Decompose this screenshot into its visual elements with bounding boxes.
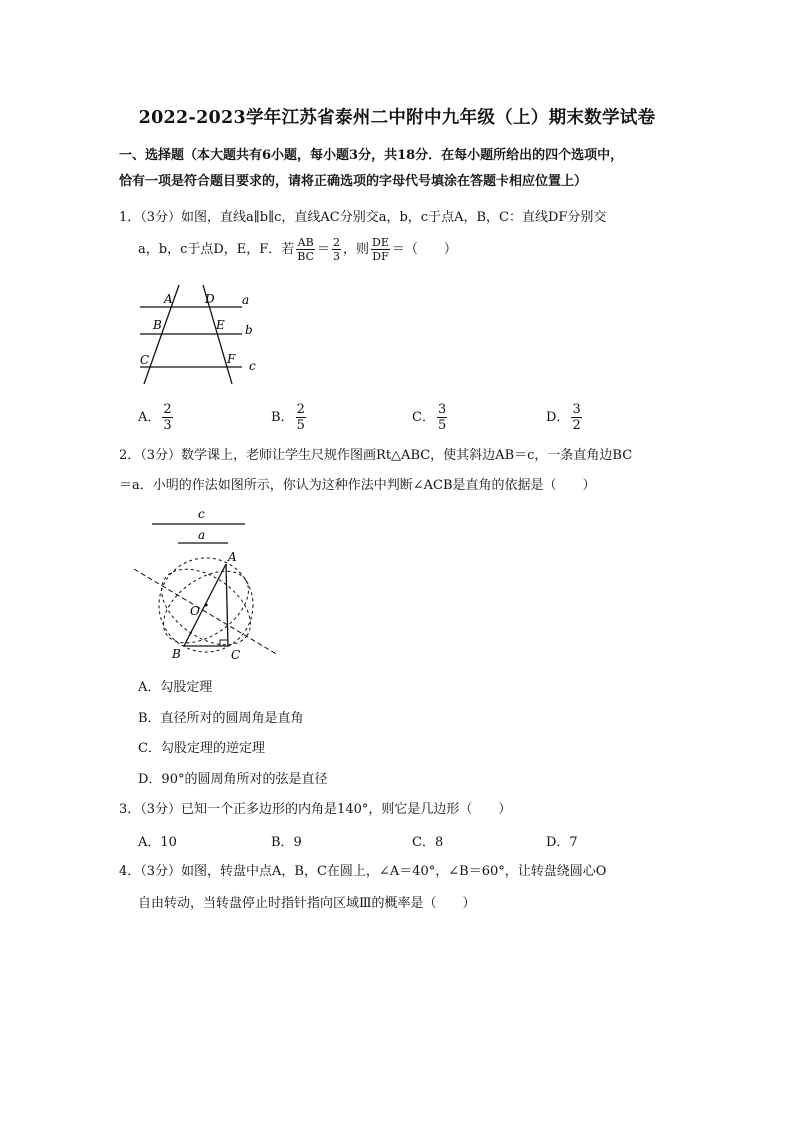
fraction-num: 3 bbox=[437, 402, 447, 417]
option-fraction bbox=[437, 402, 447, 433]
then-text: ，则 bbox=[343, 242, 370, 257]
q2-line-1: 2．（3分）数学课上，老师让学生尺规作图画Rt△ABC，使其斜边AB＝c，一条直角边BC bbox=[119, 448, 633, 463]
label-B: B bbox=[153, 318, 162, 332]
option-fraction bbox=[162, 402, 172, 433]
q2-option-d: D．90°的圆周角所对的弦是直径 bbox=[138, 772, 328, 787]
question-1 bbox=[119, 203, 684, 264]
q2-option-c: C．勾股定理的逆定理 bbox=[138, 741, 265, 756]
label-C: C bbox=[140, 353, 150, 367]
answer-blank: ＝（ ） bbox=[391, 242, 457, 257]
question-3 bbox=[119, 795, 684, 824]
label-D: D bbox=[205, 292, 215, 306]
q2-option-b: B．直径所对的圆周角是直角 bbox=[138, 711, 304, 726]
q1-line-2-text: a，b，c于点D，E，F．若 bbox=[138, 242, 295, 257]
point-o bbox=[204, 603, 207, 606]
label-C2: C bbox=[231, 648, 241, 662]
fraction-2-3 bbox=[332, 236, 341, 263]
fraction-den: 5 bbox=[296, 418, 305, 433]
label-O: O bbox=[190, 604, 200, 618]
q1-line-2 bbox=[119, 235, 684, 264]
fraction-num: 2 bbox=[296, 402, 305, 417]
label-c: c bbox=[249, 359, 256, 373]
fraction-den: 2 bbox=[572, 418, 581, 433]
section-heading bbox=[119, 143, 689, 195]
option-letter: D． bbox=[546, 410, 570, 425]
label-E: E bbox=[216, 318, 225, 332]
q3-option-a: A．10 bbox=[138, 835, 177, 850]
label-c: c bbox=[198, 507, 205, 521]
fraction-den: BC bbox=[297, 250, 315, 263]
fraction-num: AB bbox=[297, 236, 314, 249]
q1-figure bbox=[130, 284, 270, 390]
fraction-ab-bc bbox=[296, 236, 315, 263]
fraction-num: DE bbox=[372, 236, 389, 249]
fraction-den: 3 bbox=[333, 250, 341, 263]
q4-line-2: 自由转动，当转盘停止时指针指向区域Ⅲ的概率是（ ） bbox=[138, 896, 476, 911]
question-4 bbox=[119, 857, 684, 918]
label-A2: A bbox=[228, 550, 237, 564]
fraction-den: DF bbox=[372, 250, 389, 263]
label-a2: a bbox=[198, 528, 206, 542]
label-B2: B bbox=[172, 647, 181, 661]
q1-option-c bbox=[412, 402, 449, 433]
option-fraction bbox=[571, 402, 581, 433]
perpendicular-bisector bbox=[134, 569, 278, 655]
option-fraction bbox=[296, 402, 306, 433]
label-F: F bbox=[227, 352, 236, 366]
section-line-1: 一、选择题（本大题共有6小题，每小题3分，共18分．在每小题所给出的四个选项中， bbox=[119, 148, 624, 163]
option-letter: C． bbox=[412, 410, 435, 425]
q4-line-1: 4．（3分）如图，转盘中点A，B，C在圆上，∠A＝40°，∠B＝60°，让转盘绕圆心O bbox=[119, 864, 607, 879]
q1-option-a bbox=[138, 402, 175, 433]
segment-ac bbox=[226, 564, 228, 646]
arc-construct-1 bbox=[148, 554, 264, 661]
q2-option-a: A．勾股定理 bbox=[138, 680, 213, 695]
arc-construct-2 bbox=[151, 557, 262, 658]
q1-line-1: 1．（3分）如图，直线a∥b∥c，直线AC分别交a，b，c于点A，B，C：直线DF分别交 bbox=[119, 210, 607, 225]
q3-line-1: 3．（3分）已知一个正多边形的内角是140°，则它是几边形（ ） bbox=[119, 802, 512, 817]
q3-option-b: B．9 bbox=[271, 835, 302, 850]
q3-option-d: D．7 bbox=[546, 835, 578, 850]
q2-figure bbox=[132, 503, 284, 665]
fraction-den: 3 bbox=[163, 418, 172, 433]
q1-option-b bbox=[271, 402, 308, 433]
question-2 bbox=[119, 441, 684, 500]
option-letter: A． bbox=[138, 410, 161, 425]
fraction-num: 2 bbox=[163, 402, 172, 417]
label-a: a bbox=[242, 293, 250, 307]
q1-option-d bbox=[546, 402, 584, 433]
option-letter: B． bbox=[271, 410, 294, 425]
equals-sign: ＝ bbox=[317, 242, 331, 257]
section-line-2: 恰有一项是符合题目要求的，请将正确选项的字母代号填涂在答题卡相应位置上） bbox=[119, 174, 588, 189]
q2-line-2: ＝a．小明的作法如图所示，你认为这种作法中判断∠ACB是直角的依据是（ ） bbox=[119, 478, 596, 493]
fraction-num: 3 bbox=[572, 402, 581, 417]
q3-option-c: C．8 bbox=[412, 835, 444, 850]
fraction-num: 2 bbox=[333, 236, 341, 249]
fraction-de-df bbox=[371, 236, 390, 263]
label-A: A bbox=[164, 292, 173, 306]
page-title: 2022-2023学年江苏省泰州二中附中九年级（上）期末数学试卷 bbox=[138, 108, 656, 128]
label-b: b bbox=[245, 323, 253, 337]
fraction-den: 5 bbox=[437, 418, 447, 433]
